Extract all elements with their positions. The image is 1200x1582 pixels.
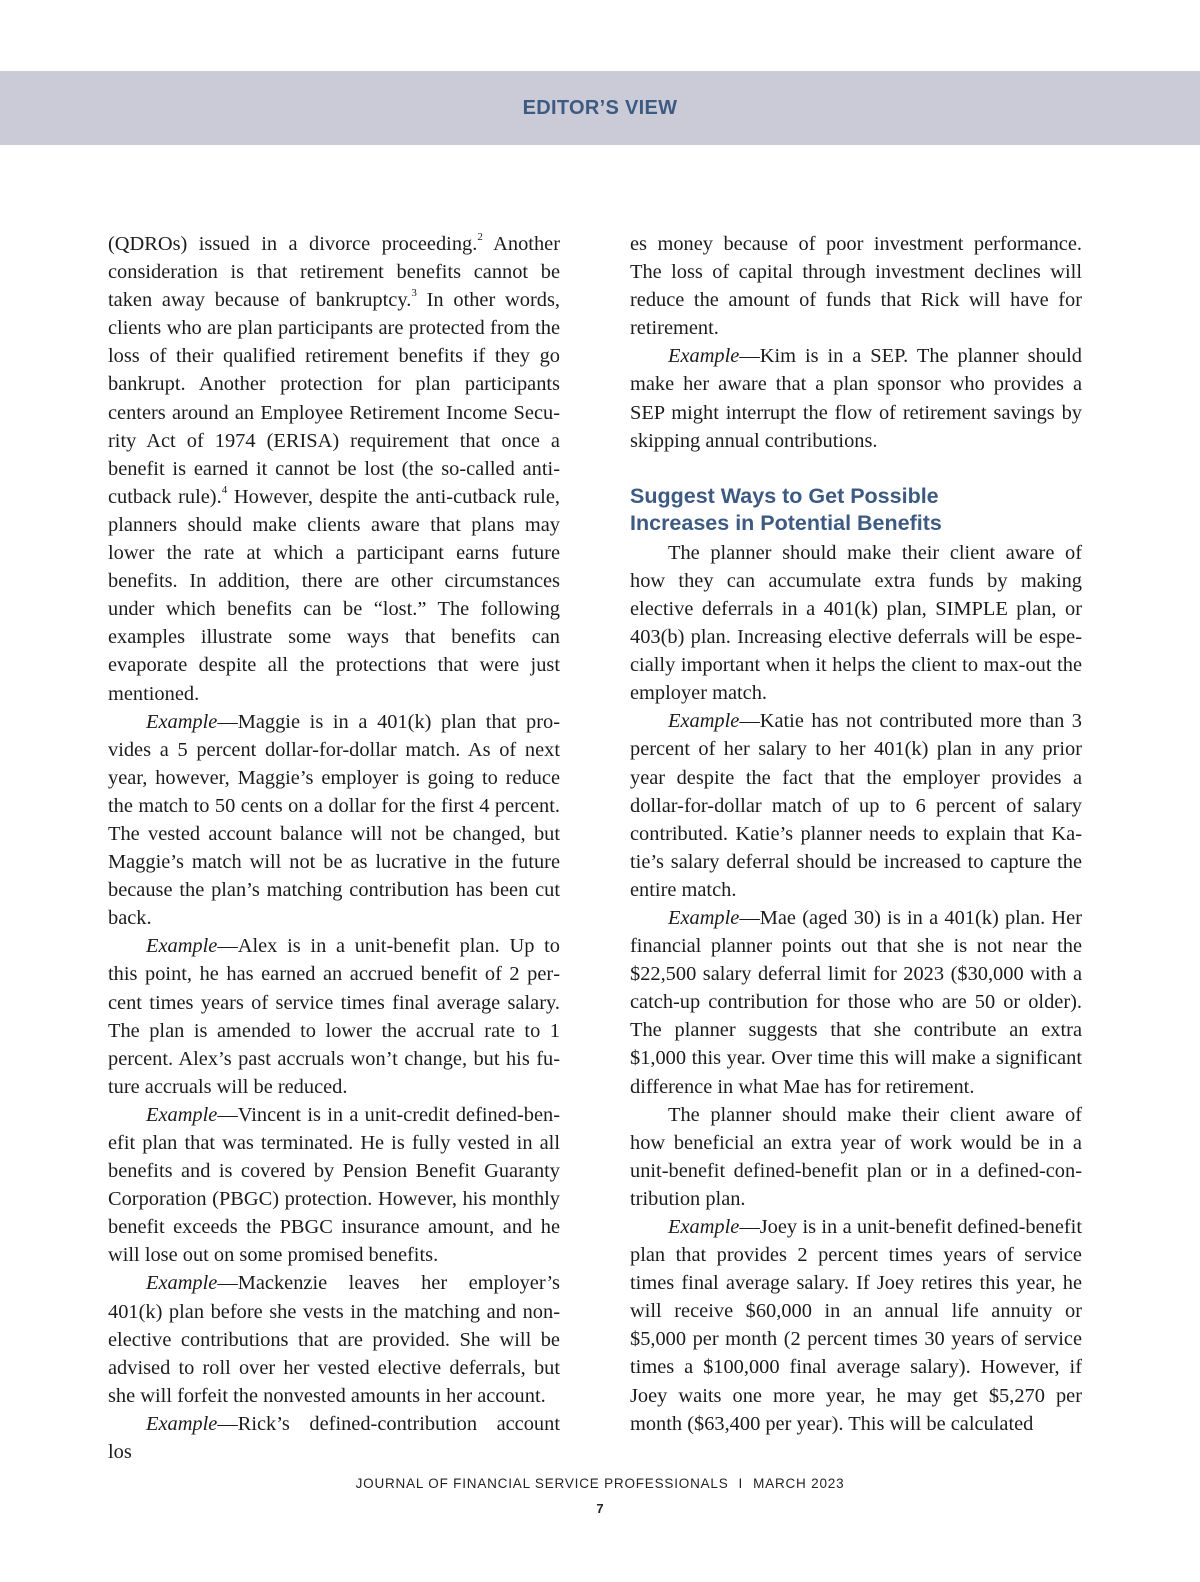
example-text: —Mae (aged 30) is in a 401(k) plan. Her financial planner points out that she is not near the $22,500 salary deferral limit for 2023 ($30,000 with a catch-up contribution for those who are 50 or older). The planner suggests that she contribute an extra $1,000 this year. Over time this will make a significant difference in what Mae has for retirement.	[630, 906, 1082, 1098]
paragraph-text: Another consideration is that retirement benefits cannot be taken away because of bankruptcy.	[108, 233, 560, 312]
section-title: EDITOR’S VIEW	[522, 96, 678, 119]
example-label: Example	[668, 1216, 740, 1238]
journal-name: JOURNAL OF FINANCIAL SERVICE PROFESSIONALS	[355, 1476, 729, 1491]
paragraph-elective-deferrals: The planner should make their client aware of how they can accumulate extra funds by making elective deferrals in a 401(k) plan, SIMPLE plan, or 403(b) plan. Increasing elective deferrals will be especially important when it helps the client to max-out the employer match.	[630, 541, 1082, 705]
example-label: Example	[668, 710, 740, 733]
header-band	[0, 71, 1200, 145]
example-text: —Vincent is in a unit-credit defined-benefit plan that was terminated. He is fully vested in all benefits and is covered by Pension Benefit Guaranty Corporation (PBGC) protection. However, his monthly benefit exceeds the PBGC insurance amount, and he will lose out on some promised benefits.	[108, 1103, 560, 1267]
example-kim	[630, 342, 1082, 454]
footnote-ref: 3	[411, 287, 417, 300]
footnote-ref: 2	[477, 231, 483, 244]
example-rick-continued: es money because of poor investment performance. The loss of capital through investment declines will reduce the amount of funds that Rick will have for retirement.	[630, 233, 1082, 340]
example-mackenzie	[108, 1269, 560, 1409]
heading-line: Increases in Potential Benefits	[630, 510, 942, 535]
example-text: —Katie has not contributed more than 3 percent of her salary to her 401(k) plan in any prior year despite the fact that the employer provides a dollar-for-dollar match of up to 6 percent of salary contributed. Katie’s planner needs to explain that Katie’s salary deferral should be increased to capture the entire match.	[630, 710, 1082, 901]
example-label: Example	[146, 1103, 218, 1126]
example-text: —Alex is in a unit-benefit plan. Up to this point, he has earned an accrued benefit of 2 percent times years of service times final average salary. The plan is amended to lower the accrual rate to 1 percent. Alex’s past accruals won’t change, but his future accruals will be reduced.	[108, 935, 560, 1098]
footnote-ref: 4	[221, 484, 228, 497]
example-text: —Mackenzie leaves her employer’s 401(k) plan before she vests in the matching and nonelective contributions that are provided. She will be advised to roll over her vested elective deferrals, but she will forfeit the nonvested amounts in her account.	[108, 1272, 560, 1407]
example-rick	[108, 1410, 560, 1466]
example-mae	[630, 904, 1082, 1101]
example-label: Example	[146, 1412, 218, 1435]
example-label: Example	[668, 906, 740, 929]
page-number: 7	[596, 1501, 604, 1516]
paragraph-text: (QDROs) issued in a divorce proceeding.	[108, 233, 478, 255]
example-label: Example	[146, 1272, 218, 1295]
example-katie	[630, 707, 1082, 904]
example-text: —Rick’s defined-contribution account los	[108, 1412, 560, 1464]
example-maggie	[108, 708, 560, 933]
example-text: —Maggie is in a 401(k) plan that provides a 5 percent dollar-for-dollar match. As of next year, however, Maggie’s employer is going to reduce the match to 50 cents on a dollar for the first 4 percent. The vested account balance will not be changed, but Maggie’s match will not be as lucrative in the future because the plan’s matching contribution has been cut back.	[108, 710, 560, 930]
paragraph-extra-year: The planner should make their client aware of how beneficial an extra year of work would be in a unit-benefit defined-benefit plan or in a defined-contribution plan.	[630, 1103, 1082, 1210]
example-alex	[108, 932, 560, 1101]
footer-separator: I	[738, 1476, 744, 1491]
example-label: Example	[668, 345, 740, 368]
section-heading	[630, 483, 1082, 537]
example-label: Example	[146, 710, 218, 733]
page-footer	[0, 1476, 1200, 1491]
left-column	[108, 230, 560, 1466]
example-text: —Kim is in a SEP. The planner should make her aware that a plan sponsor who provides a SEP might interrupt the flow of retirement savings by skipping annual contributions.	[630, 345, 1082, 452]
example-text: —Joey is in a unit-benefit defined-benefit plan that provides 2 percent times years of service times final average salary. If Joey retires this year, he will receive $60,000 in an annual life annuity or $5,000 per month (2 percent times 30 years of service times a $100,000 final average salary). However, if Joey waits one more year, he may get $5,270 per month ($63,400 per year). This will be calculated	[630, 1216, 1082, 1435]
paragraph-text: However, despite the anti-cutback rule, planners should make clients aware that plans may lower the rate at which a participant earns future benefits. In addition, there are other circumstances under which benefits can be “lost.” The following examples illustrate some ways that benefits can evaporate despite all the protections that were just mentioned.	[108, 485, 560, 705]
example-joey	[630, 1213, 1082, 1438]
example-label: Example	[146, 935, 218, 958]
paragraph-protections	[108, 230, 560, 708]
issue-date: MARCH 2023	[753, 1476, 845, 1491]
right-column	[630, 230, 1082, 1438]
paragraph-text: In other words, clients who are plan participants are protected from the loss of their qualified retirement benefits if they go bankrupt. Another protection for plan participants centers around an Employee Retirement Income Security Act of 1974 (ERISA) requirement that once a benefit is earned it cannot be lost (the so-called anti-cutback rule).	[108, 289, 560, 508]
example-vincent	[108, 1101, 560, 1270]
heading-line: Suggest Ways to Get Possible	[630, 483, 939, 508]
